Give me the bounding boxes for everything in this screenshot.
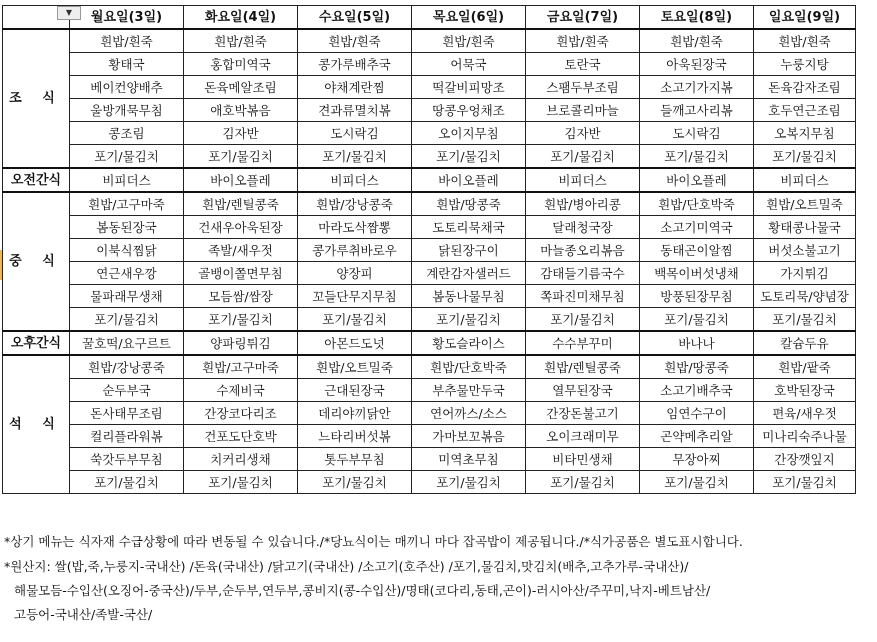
- menu-cell: 울방개묵무침: [70, 99, 184, 122]
- menu-cell: 족발/새우젓: [184, 239, 298, 262]
- menu-cell: 포기/물김치: [754, 145, 856, 169]
- menu-cell: 바나나: [640, 331, 754, 355]
- menu-cell: 흰밥/흰죽: [70, 29, 184, 53]
- meal-label-breakfast: 조 식: [3, 29, 70, 168]
- menu-cell: 홍합미역국: [184, 53, 298, 76]
- menu-cell: 오이크래미무: [526, 425, 640, 448]
- menu-cell: 황도슬라이스: [412, 331, 526, 355]
- menu-cell: 비타민생채: [526, 448, 640, 471]
- breakfast-row: [3, 76, 856, 99]
- dinner-row: [3, 379, 856, 402]
- menu-cell: 부추물만두국: [412, 379, 526, 402]
- menu-cell: 흰밥/렌틸콩죽: [526, 355, 640, 379]
- menu-cell: 임연수구이: [640, 402, 754, 425]
- menu-cell: 오복지무침: [754, 122, 856, 145]
- meal-label-dinner: 석 식: [3, 355, 70, 494]
- meal-label-afternoon-snack: 오후간식: [3, 331, 70, 355]
- menu-cell: 흰밥/강낭콩죽: [298, 192, 412, 216]
- menu-cell: 건새우아욱된장: [184, 216, 298, 239]
- dinner-row: [3, 355, 856, 379]
- menu-cell: 수제비국: [184, 379, 298, 402]
- menu-cell: 들깨고사리볶: [640, 99, 754, 122]
- menu-cell: 포기/물김치: [640, 145, 754, 169]
- menu-cell: 흰밥/흰죽: [640, 29, 754, 53]
- dinner-row: [3, 425, 856, 448]
- menu-cell: 모듬쌈/쌈장: [184, 285, 298, 308]
- menu-cell: 봄동나물무침: [412, 285, 526, 308]
- afternoon-snack-row: [3, 331, 856, 355]
- menu-cell: 흰밥/땅콩죽: [412, 192, 526, 216]
- lunch-row: [3, 262, 856, 285]
- menu-cell: 콩조림: [70, 122, 184, 145]
- day-header: 월요일(3일): [70, 6, 184, 30]
- menu-cell: 봄동된장국: [70, 216, 184, 239]
- menu-cell: 바이오플레: [640, 168, 754, 192]
- menu-cell: 김자반: [184, 122, 298, 145]
- menu-cell: 느타리버섯볶: [298, 425, 412, 448]
- menu-cell: 양장피: [298, 262, 412, 285]
- menu-cell: 흰밥/오트밀죽: [754, 192, 856, 216]
- menu-cell: 가지튀김: [754, 262, 856, 285]
- menu-cell: 흰밥/흰죽: [298, 29, 412, 53]
- menu-cell: 어묵국: [412, 53, 526, 76]
- lunch-row: [3, 216, 856, 239]
- menu-cell: 흰밥/흰죽: [754, 29, 856, 53]
- menu-cell: 건포도단호박: [184, 425, 298, 448]
- menu-cell: 김자반: [526, 122, 640, 145]
- menu-cell: 흰밥/병아리콩: [526, 192, 640, 216]
- filter-dropdown-icon[interactable]: ▼: [57, 6, 81, 20]
- menu-cell: 비피더스: [526, 168, 640, 192]
- menu-cell: 비피더스: [70, 168, 184, 192]
- menu-cell: 도시락김: [640, 122, 754, 145]
- day-header: 금요일(7일): [526, 6, 640, 30]
- menu-cell: 흰밥/흰죽: [526, 29, 640, 53]
- menu-cell: 간장돈불고기: [526, 402, 640, 425]
- menu-cell: 호박된장국: [754, 379, 856, 402]
- menu-cell: 콩가루배추국: [298, 53, 412, 76]
- menu-cell: 포기/물김치: [526, 145, 640, 169]
- menu-cell: 포기/물김치: [526, 471, 640, 494]
- menu-cell: 애호박볶음: [184, 99, 298, 122]
- menu-cell: 소고기미역국: [640, 216, 754, 239]
- weekly-menu-table: [2, 5, 856, 494]
- menu-cell: 돈사태무조림: [70, 402, 184, 425]
- menu-cell: 버섯소불고기: [754, 239, 856, 262]
- menu-cell: 포기/물김치: [70, 145, 184, 169]
- menu-cell: 포기/물김치: [526, 308, 640, 332]
- menu-cell: 간장깻잎지: [754, 448, 856, 471]
- menu-cell: 물파래무생채: [70, 285, 184, 308]
- day-header: 목요일(6일): [412, 6, 526, 30]
- menu-cell: 포기/물김치: [754, 471, 856, 494]
- day-header: 화요일(4일): [184, 6, 298, 30]
- menu-cell: 흰밥/흰죽: [184, 29, 298, 53]
- menu-cell: 포기/물김치: [70, 308, 184, 332]
- menu-cell: 칼슘두유: [754, 331, 856, 355]
- menu-cell: 베이컨양배추: [70, 76, 184, 99]
- menu-cell: 포기/물김치: [298, 471, 412, 494]
- menu-cell: 흰밥/고구마죽: [184, 355, 298, 379]
- menu-cell: 포기/물김치: [754, 308, 856, 332]
- menu-cell: 무장아찌: [640, 448, 754, 471]
- menu-cell: 컬리플라워볶: [70, 425, 184, 448]
- menu-cell: 아몬드도넛: [298, 331, 412, 355]
- menu-cell: 포기/물김치: [640, 471, 754, 494]
- menu-cell: 스팸두부조림: [526, 76, 640, 99]
- menu-cell: 흰밥/땅콩죽: [640, 355, 754, 379]
- menu-cell: 도토리묵/양념장: [754, 285, 856, 308]
- menu-cell: 도토리묵채국: [412, 216, 526, 239]
- menu-cell: 포기/물김치: [412, 471, 526, 494]
- menu-cell: 꿀호떡/요구르트: [70, 331, 184, 355]
- menu-cell: 꼬들단무지무침: [298, 285, 412, 308]
- morning-snack-row: [3, 168, 856, 192]
- breakfast-row: [3, 122, 856, 145]
- breakfast-row: [3, 29, 856, 53]
- menu-cell: 곤약메추리알: [640, 425, 754, 448]
- menu-cell: 편육/새우젓: [754, 402, 856, 425]
- menu-cell: 감태들기름국수: [526, 262, 640, 285]
- menu-cell: 떡갈비피망조: [412, 76, 526, 99]
- menu-cell: 누룽지탕: [754, 53, 856, 76]
- menu-cell: 데리야끼닭안: [298, 402, 412, 425]
- lunch-row: [3, 308, 856, 332]
- menu-cell: 호두연근조림: [754, 99, 856, 122]
- corner-cell: [3, 6, 73, 30]
- menu-cell: 오이지무침: [412, 122, 526, 145]
- menu-cell: 브로콜리마늘: [526, 99, 640, 122]
- menu-cell: 흰밥/팥죽: [754, 355, 856, 379]
- menu-cell: 쪽파진미채무침: [526, 285, 640, 308]
- meal-label-morning-snack: 오전간식: [3, 168, 70, 192]
- menu-cell: 계란감자샐러드: [412, 262, 526, 285]
- lunch-row: [3, 285, 856, 308]
- menu-cell: 포기/물김치: [640, 308, 754, 332]
- origin-line: 해물모듬-수입산(오징어-중국산)/두부,순두부,연두부,콩비지(콩-수입산)/명태(코다리,동태,곤이)-러시아산/주꾸미,낙지-베트남산/: [14, 583, 711, 598]
- menu-cell: 마늘종오리볶음: [526, 239, 640, 262]
- origin-line: *원산지: 쌀(밥,죽,누룽지-국내산) /돈육(국내산) /닭고기(국내산) /소고기(호주산) /포기,물김치,맛김치(배추,고추가루-국내산)/: [4, 559, 689, 574]
- menu-cell: 이북식찜닭: [70, 239, 184, 262]
- menu-cell: 흰밥/오트밀죽: [298, 355, 412, 379]
- menu-cell: 포기/물김치: [298, 308, 412, 332]
- menu-cell: 가마보꼬볶음: [412, 425, 526, 448]
- menu-cell: 마라도삭짬뽕: [298, 216, 412, 239]
- lunch-row: [3, 239, 856, 262]
- menu-cell: 포기/물김치: [184, 145, 298, 169]
- menu-cell: 소고기가지볶: [640, 76, 754, 99]
- menu-cell: 수수부꾸미: [526, 331, 640, 355]
- menu-cell: 흰밥/강낭콩죽: [70, 355, 184, 379]
- menu-cell: 골뱅이쫄면무침: [184, 262, 298, 285]
- menu-cell: 돈육감자조림: [754, 76, 856, 99]
- day-header: 수요일(5일): [298, 6, 412, 30]
- breakfast-row: [3, 99, 856, 122]
- menu-cell: 야채계란찜: [298, 76, 412, 99]
- menu-cell: 견과류멸치볶: [298, 99, 412, 122]
- menu-cell: 포기/물김치: [70, 471, 184, 494]
- menu-cell: 흰밥/단호박죽: [640, 192, 754, 216]
- breakfast-row: [3, 145, 856, 169]
- menu-cell: 달래청국장: [526, 216, 640, 239]
- menu-cell: 콩가루취바로우: [298, 239, 412, 262]
- menu-cell: 포기/물김치: [298, 145, 412, 169]
- menu-cell: 연근새우깡: [70, 262, 184, 285]
- menu-cell: 도시락김: [298, 122, 412, 145]
- day-header: 토요일(8일): [640, 6, 754, 30]
- menu-cell: 양파링튀김: [184, 331, 298, 355]
- menu-cell: 포기/물김치: [184, 471, 298, 494]
- menu-cell: 치커리생채: [184, 448, 298, 471]
- dinner-row: [3, 471, 856, 494]
- menu-cell: 황태콩나물국: [754, 216, 856, 239]
- dinner-row: [3, 448, 856, 471]
- menu-cell: 흰밥/단호박죽: [412, 355, 526, 379]
- menu-cell: 열무된장국: [526, 379, 640, 402]
- menu-cell: 동태곤이알찜: [640, 239, 754, 262]
- menu-cell: 연어까스/소스: [412, 402, 526, 425]
- menu-cell: 비피더스: [754, 168, 856, 192]
- menu-cell: 톳두부무침: [298, 448, 412, 471]
- menu-cell: 방풍된장무침: [640, 285, 754, 308]
- day-header: 일요일(9일): [754, 6, 856, 30]
- menu-cell: 바이오플레: [412, 168, 526, 192]
- menu-cell: 토란국: [526, 53, 640, 76]
- menu-cell: 땅콩우엉채조: [412, 99, 526, 122]
- menu-cell: 미역초무침: [412, 448, 526, 471]
- menu-cell: 흰밥/고구마죽: [70, 192, 184, 216]
- lunch-row: [3, 192, 856, 216]
- meal-label-lunch: 중 식: [3, 192, 70, 331]
- menu-cell: 포기/물김치: [412, 145, 526, 169]
- notice-line: *상기 메뉴는 식자재 수급상황에 따라 변동될 수 있습니다./*당뇨식이는 매끼니 마다 잡곡밥이 제공됩니다./*식가공품은 별도표시합니다.: [4, 534, 743, 549]
- breakfast-row: [3, 53, 856, 76]
- menu-cell: 비피더스: [298, 168, 412, 192]
- menu-cell: 황태국: [70, 53, 184, 76]
- menu-cell: 간장코다리조: [184, 402, 298, 425]
- menu-cell: 닭된장구이: [412, 239, 526, 262]
- menu-cell: 흰밥/흰죽: [412, 29, 526, 53]
- menu-cell: 백목이버섯냉채: [640, 262, 754, 285]
- menu-cell: 쑥갓두부무침: [70, 448, 184, 471]
- day-header-row: [3, 6, 856, 30]
- menu-cell: 미나리숙주나물: [754, 425, 856, 448]
- menu-cell: 포기/물김치: [412, 308, 526, 332]
- menu-cell: 소고기배추국: [640, 379, 754, 402]
- menu-cell: 순두부국: [70, 379, 184, 402]
- menu-cell: 흰밥/렌틸콩죽: [184, 192, 298, 216]
- dinner-row: [3, 402, 856, 425]
- menu-cell: 포기/물김치: [184, 308, 298, 332]
- menu-cell: 바이오플레: [184, 168, 298, 192]
- origin-line: 고등어-국내산/족발-국산/: [14, 607, 153, 622]
- menu-cell: 돈육메알조림: [184, 76, 298, 99]
- menu-cell: 근대된장국: [298, 379, 412, 402]
- menu-cell: 아욱된장국: [640, 53, 754, 76]
